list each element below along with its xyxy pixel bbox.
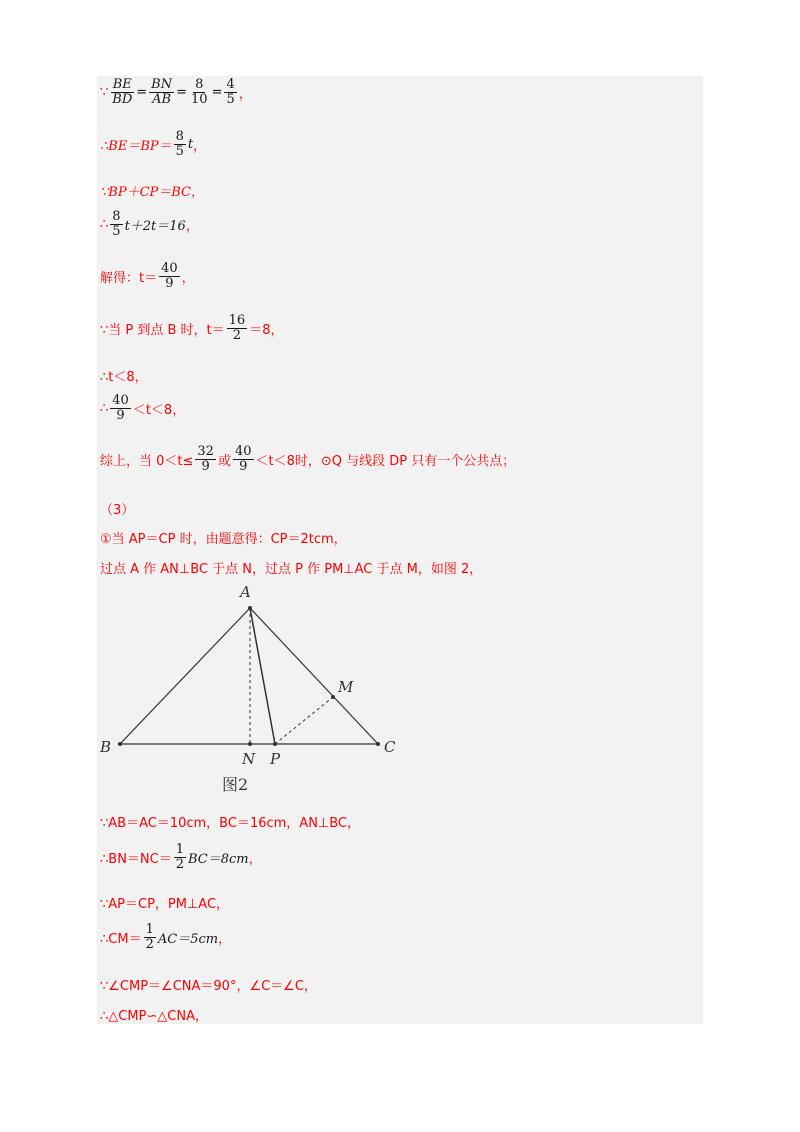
label-b: B (100, 738, 112, 756)
line-text: 过点 A 作 AN⊥BC 于点 N，过点 P 作 PM⊥AC 于点 M，如图 2， (100, 562, 483, 577)
numerator: 40 (234, 444, 252, 459)
fraction-8-5 (174, 130, 186, 160)
numerator: 16 (228, 313, 246, 328)
denominator: 5 (226, 92, 235, 108)
perpendicular-pm (275, 697, 333, 744)
fraction-40-9 (110, 394, 131, 424)
numerator: 8 (195, 77, 204, 92)
denominator: 5 (112, 224, 121, 240)
line-construction (100, 558, 482, 577)
point-n (248, 742, 252, 746)
line-conclusion (100, 445, 515, 475)
point-c (376, 742, 380, 746)
fraction-1-2 (174, 843, 186, 873)
line-text: 综上，当 0＜t≤ (100, 454, 194, 470)
expression: t＋2t＝16 (124, 219, 186, 235)
line-ratio-equation (100, 78, 252, 108)
numerator: BN (151, 77, 173, 92)
line-text: ∴t＜8， (100, 370, 148, 385)
line-text: ∴BN＝NC＝ (100, 852, 172, 868)
fraction-8-5 (110, 210, 122, 240)
denominator: 9 (239, 459, 248, 475)
comma: ， (218, 932, 232, 948)
label-c: C (384, 738, 396, 756)
segment-ap (250, 608, 275, 744)
equals: = (136, 85, 148, 101)
fraction-8-10 (189, 78, 210, 108)
line-text: （3） (100, 503, 135, 518)
line-range (100, 394, 185, 424)
line-be-bp (100, 130, 206, 160)
line-bp-cp-bc (100, 181, 204, 200)
figure-caption: 图2 (222, 775, 249, 794)
point-p (273, 742, 277, 746)
numerator: 1 (145, 922, 154, 937)
variable-t: t (187, 137, 194, 153)
line-text: ∵AP＝CP，PM⊥AC， (100, 897, 230, 912)
denominator: 10 (191, 92, 208, 108)
point-b (118, 742, 122, 746)
fraction-be-bd (110, 78, 134, 108)
line-text: ∴BE＝BP＝ (100, 139, 172, 155)
side-ac (250, 608, 378, 744)
denominator: AB (152, 92, 172, 108)
line-tail: ＝8， (249, 323, 284, 339)
numerator: 1 (175, 842, 184, 857)
denominator: 9 (201, 459, 210, 475)
label-a: A (240, 583, 251, 601)
line-p-reaches-b (100, 314, 283, 344)
comma: ， (185, 219, 199, 235)
numerator: 8 (112, 209, 121, 224)
triangle-diagram (100, 580, 420, 810)
expression: AC＝5cm (157, 932, 219, 948)
denominator: 5 (175, 144, 184, 160)
numerator: BE (112, 77, 132, 92)
line-solution-t (100, 262, 195, 292)
numerator: 40 (161, 261, 178, 276)
line-bn-nc (100, 843, 262, 873)
line-cm (100, 923, 231, 953)
section-3-label (100, 499, 134, 518)
line-angles (100, 975, 317, 994)
denominator: 2 (145, 937, 154, 953)
line-text: ∵BP＋CP＝BC， (100, 185, 205, 200)
side-ab (120, 608, 250, 744)
label-n: N (242, 750, 256, 768)
label-m: M (338, 678, 354, 696)
denominator: 2 (175, 857, 184, 873)
fraction-40-9 (233, 445, 254, 475)
equals: = (176, 85, 188, 101)
line-text: ①当 AP＝CP 时，由题意得：CP＝2tcm， (100, 532, 347, 547)
denominator: 9 (116, 408, 125, 424)
point-m (331, 695, 335, 699)
range-text: ＜t＜8 (255, 454, 295, 470)
denominator: BD (112, 92, 133, 108)
line-tail: 时，⊙Q 与线段 DP 只有一个公共点； (294, 454, 516, 470)
expression: BC＝8cm (188, 852, 249, 868)
point-a (248, 606, 252, 610)
triangle-figure (100, 580, 420, 810)
line-ap-cp-pm (100, 893, 229, 912)
comma: ， (248, 852, 262, 868)
line-case-ap-cp (100, 528, 347, 547)
fraction-1-2 (144, 923, 156, 953)
fraction-bn-ab (149, 78, 174, 108)
or-word: 或 (217, 454, 231, 470)
fraction-32-9 (195, 445, 216, 475)
denominator: 2 (232, 328, 242, 344)
comma: ， (238, 87, 252, 103)
numerator: 32 (197, 444, 214, 459)
line-text: ∵∠CMP＝∠CNA＝90°，∠C＝∠C， (100, 979, 317, 994)
numerator: 8 (175, 129, 184, 144)
line-text: ∵AB＝AC＝10cm，BC＝16cm，AN⊥BC， (100, 816, 361, 831)
line-equation-16 (100, 210, 199, 240)
because-symbol: ∵ (100, 85, 109, 101)
comma: ， (181, 271, 195, 287)
line-t-less-8 (100, 366, 148, 385)
comma: ， (193, 139, 207, 155)
label-p: P (270, 750, 281, 768)
line-tail: ＜t＜8， (132, 403, 186, 419)
line-given-lengths (100, 812, 360, 831)
line-text: ∴CM＝ (100, 932, 142, 948)
fraction-16-2 (227, 314, 248, 344)
line-text: ∴△CMP∽△CNA， (100, 1009, 208, 1024)
line-similar-triangles (100, 1005, 208, 1024)
therefore-symbol: ∴ (100, 217, 109, 233)
fraction-4-5 (224, 78, 236, 108)
equals: = (211, 85, 223, 101)
fraction-40-9 (159, 262, 180, 292)
numerator: 4 (226, 77, 235, 92)
numerator: 40 (112, 393, 129, 408)
line-text: 解得：t＝ (100, 271, 158, 287)
denominator: 9 (165, 276, 174, 292)
therefore-symbol: ∴ (100, 401, 109, 417)
line-text: ∵当 P 到点 B 时，t＝ (100, 323, 225, 339)
